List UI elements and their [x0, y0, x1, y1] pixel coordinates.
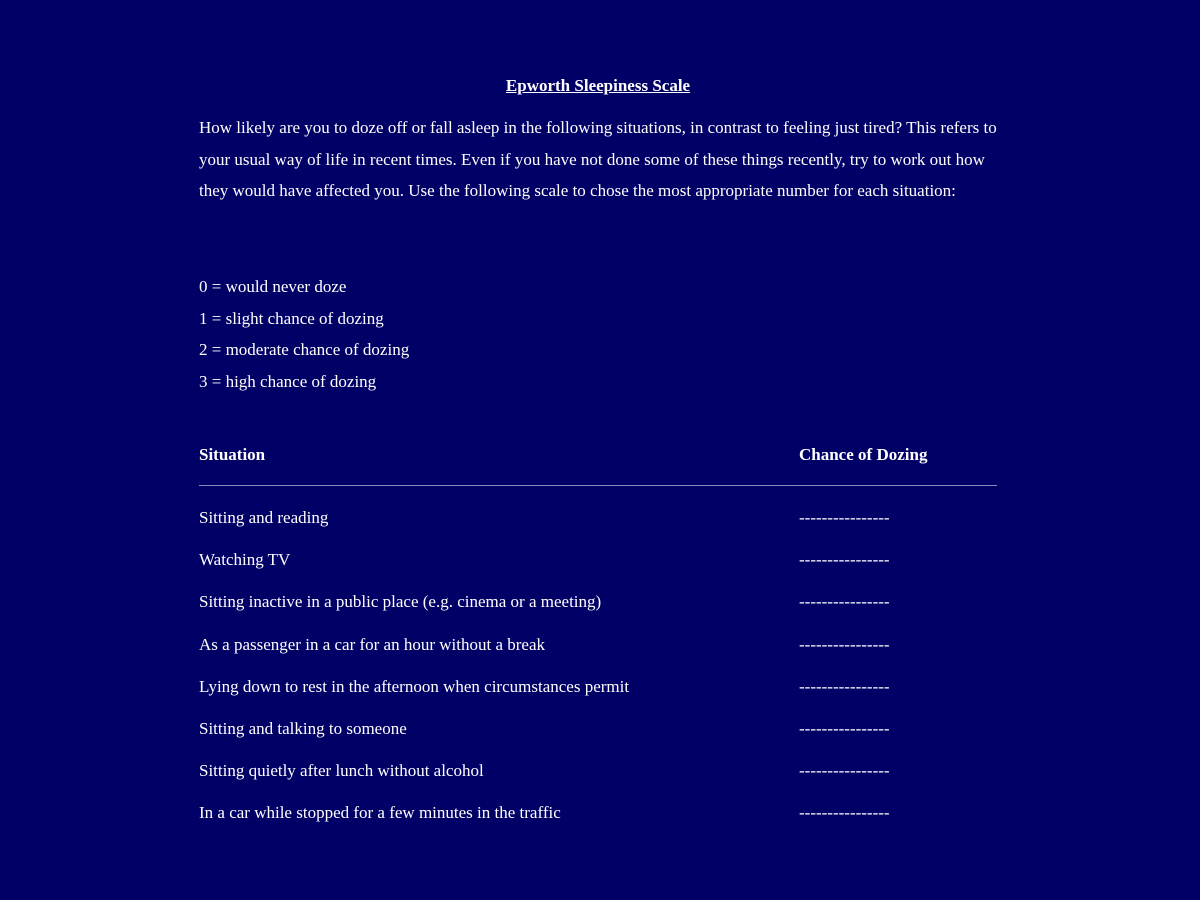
- chance-blank: ----------------: [799, 718, 890, 738]
- scale-item-2: 2 = moderate chance of dozing: [199, 340, 410, 360]
- chance-blank: ----------------: [799, 761, 890, 781]
- chance-blank: ----------------: [799, 550, 890, 570]
- scale-list: [199, 271, 409, 398]
- scale-item-0: 0 = would never doze: [199, 277, 347, 296]
- situation-text: As a passenger in a car for an hour without a break: [199, 634, 546, 654]
- situation-text: Sitting and talking to someone: [199, 718, 407, 738]
- header-chance-of-dozing: Chance of Dozing: [799, 445, 928, 464]
- situation-text: Sitting quietly after lunch without alcohol: [199, 761, 484, 781]
- header-situation: Situation: [199, 445, 266, 464]
- table-row: [199, 631, 997, 673]
- chance-blank: ----------------: [799, 676, 890, 696]
- situation-text: Watching TV: [199, 550, 291, 570]
- situation-text: Lying down to rest in the afternoon when circumstances permit: [199, 676, 630, 696]
- table-row: [199, 588, 997, 630]
- chance-blank: ----------------: [799, 592, 890, 612]
- table-row: [199, 504, 997, 546]
- table-row: [199, 673, 997, 715]
- situation-text: Sitting inactive in a public place (e.g. cinema or a meeting): [199, 592, 602, 612]
- chance-blank: ----------------: [799, 508, 890, 527]
- scale-item-1: 1 = slight chance of dozing: [199, 308, 384, 328]
- table-row: [199, 757, 997, 799]
- chance-blank: ----------------: [799, 803, 890, 823]
- table-row: [199, 799, 997, 841]
- situation-text: In a car while stopped for a few minutes in the traffic: [199, 803, 561, 823]
- table-header: [199, 443, 997, 467]
- chance-blank: ----------------: [799, 634, 890, 654]
- situation-table: [199, 504, 997, 842]
- scale-item-3: 3 = high chance of dozing: [199, 372, 377, 392]
- table-row: [199, 715, 997, 757]
- table-row: [199, 546, 997, 588]
- situation-text: Sitting and reading: [199, 508, 329, 527]
- intro-paragraph: How likely are you to doze off or fall asleep in the following situations, in contrast to feeling just tired? This refers to your usual way of life in recent times. Even if you have not done some of these things recently, try to work out how they would have affected you. Use the following scale to chose the most appropriate number for each situation:: [199, 118, 997, 201]
- header-divider: [199, 485, 997, 486]
- page-title: Epworth Sleepiness Scale: [505, 76, 691, 95]
